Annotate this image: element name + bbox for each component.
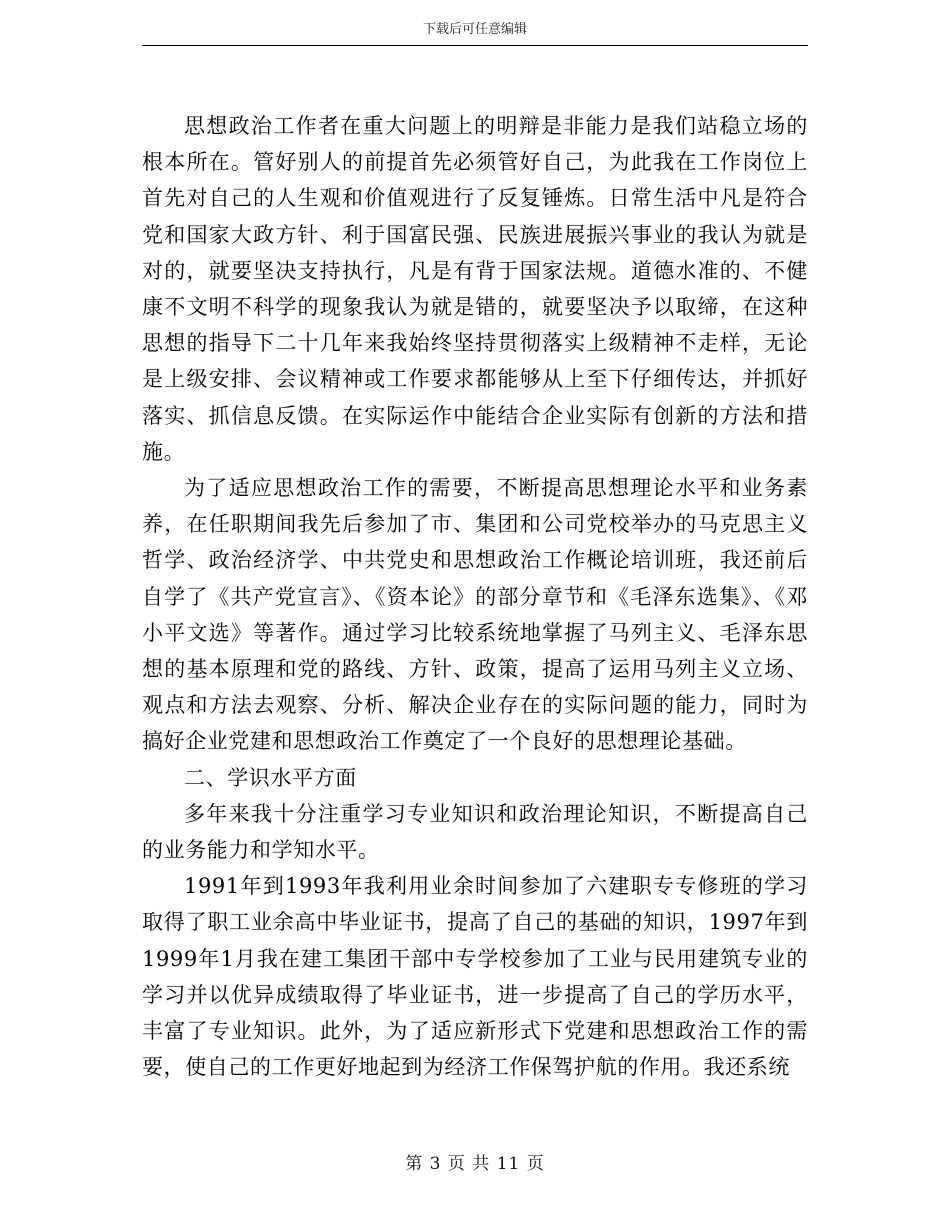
body-paragraph: 多年来我十分注重学习专业知识和政治理论知识，不断提高自己的业务能力和学知水平。	[142, 801, 808, 863]
section-heading: 二、学识水平方面	[184, 765, 357, 790]
body-paragraph: 思想政治工作者在重大问题上的明辩是非能力是我们站稳立场的根本所在。管好别人的前提首先必须管好自己，为此我在工作岗位上首先对自己的人生观和价值观进行了反复锤炼。日常生活中凡是符合党和国家大政方针、利于国富民强、民族进展振兴事业的我认为就是对的，就要坚决支持执行，凡是有背于国家法规。道德水准的、不健康不文明不科学的现象我认为就是错的，就要坚决予以取缔，在这种思想的指导下二十几年来我始终坚持贯彻落实上级精神不走样，无论是上级安排、会议精神或工作要求都能够从上至下仔细传达，并抓好落实、抓信息反馈。在实际运作中能结合企业实际有创新的方法和措施。	[142, 114, 808, 464]
body-paragraph: 为了适应思想政治工作的需要，不断提高思想理论水平和业务素养，在任职期间我先后参加了市、集团和公司党校举办的马克思主义哲学、政治经济学、中共党史和思想政治工作概论培训班，我还前后自学了《共产党宣言》、《资本论》的部分章节和《毛泽东选集》、《邓小平文选》等著作。通过学习比较系统地掌握了马列主义、毛泽东思想的基本原理和党的路线、方针、政策，提高了运用马列主义立场、观点和方法去观察、分析、解决企业存在的实际问题的能力，同时为搞好企业党建和思想政治工作奠定了一个良好的思想理论基础。	[142, 476, 808, 754]
page-header: 下载后可任意编辑	[422, 22, 527, 37]
document-body	[142, 108, 808, 1085]
body-paragraph: 1991年到1993年我利用业余时间参加了六建职专专修班的学习取得了职工业余高中毕业证书，提高了自己的基础的知识，1997年到1999年1月我在建工集团干部中专学校参加了工业与民用建筑专业的学习并以优异成绩取得了毕业证书，进一步提高了自己的学历水平，丰富了专业知识。此外，为了适应新形式下党建和思想政治工作的需要，使自己的工作更好地起到为经济工作保驾护航的作用。我还系统	[142, 874, 808, 1080]
header-divider	[142, 45, 808, 46]
page-footer: 第 3 页 共 11 页	[405, 1154, 545, 1174]
